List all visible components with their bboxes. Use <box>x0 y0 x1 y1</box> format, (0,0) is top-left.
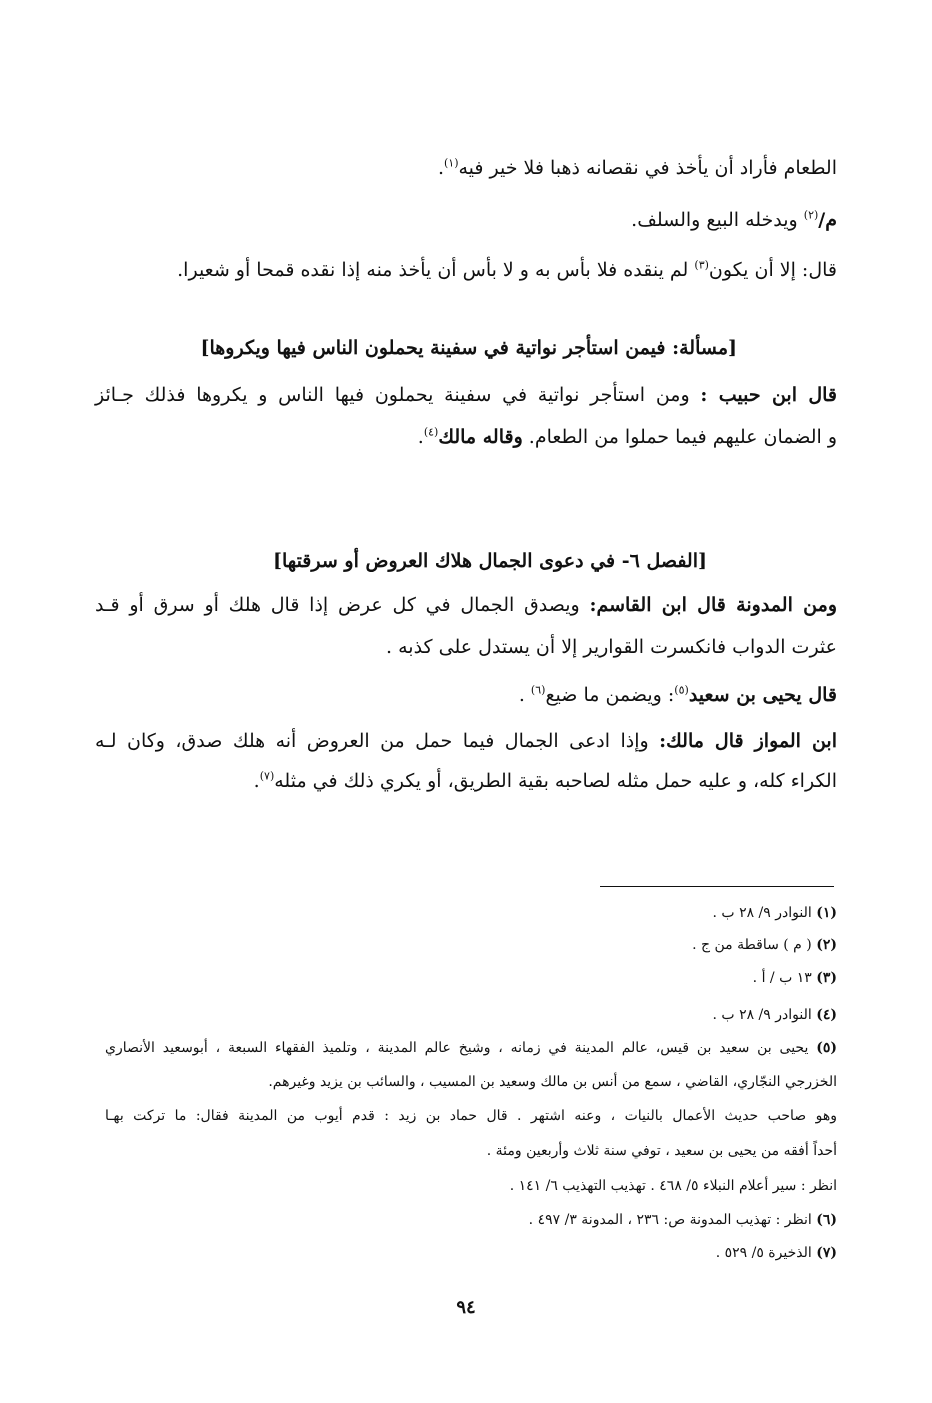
section-heading: [الفصل ٦- في دعوى الجمال هلاك العروض أو سرقتها] <box>273 550 707 572</box>
section1-line-1 <box>95 380 837 410</box>
body-text: قال: إلا أن يكون <box>708 259 837 281</box>
footnote-number: (٤) <box>816 1007 837 1023</box>
body-line-1 <box>95 153 837 183</box>
body-text: : ويضمن ما ضيع <box>545 684 675 706</box>
body-text: عثرت الدواب فانكسرت القوارير إلا أن يستدل على كذبه . <box>386 636 837 658</box>
footnote-text: الذخيرة ٥/ ٥٢٩ . <box>715 1245 812 1261</box>
body-text: الكراء كله، و عليه حمل مثله لصاحبه بقية الطريق، أو يكري ذلك في مثله <box>274 770 837 792</box>
speaker-name: ابن المواز قال مالك: <box>659 730 837 752</box>
footnote-text: النوادر ٩/ ٢٨ ب . <box>712 1007 812 1023</box>
body-text: ومن استأجر نواتية في سفينة يحملون فيها الناس و يكروها فذلك جـائز <box>95 384 690 406</box>
footnote-2 <box>105 933 837 957</box>
footnote-text: الخزرجي النجّاري، القاضي ، سمع من أنس بن مالك وسعيد بن المسيب ، والسائب بن يزيد وغيرهم. <box>268 1074 837 1090</box>
footnote-number: (٣) <box>816 970 837 986</box>
page-number: ٩٤ <box>456 1297 476 1318</box>
footnote-1 <box>105 901 837 925</box>
footnote-5 <box>105 1036 837 1060</box>
body-text: وإذا ادعى الجمال فيما حمل من العروض أنه هلك صدق، وكان لـه <box>95 730 649 752</box>
manuscript-siglum: م/ <box>818 209 837 231</box>
footnote-text: انظر : سير أعلام النبلاء ٥/ ٤٦٨ . تهذيب التهذيب ٦/ ١٤١ . <box>509 1178 837 1194</box>
footnote-5-line-4 <box>105 1139 837 1163</box>
footnote-7 <box>105 1241 837 1265</box>
section2-line-1 <box>95 590 837 620</box>
footnote-text: ١٣ ب / أ . <box>752 970 812 986</box>
footnote-5-line-2 <box>105 1070 837 1094</box>
body-text: ويدخله البيع والسلف. <box>631 209 798 231</box>
footnote-number: (١) <box>816 905 837 921</box>
speaker-name: ومن المدونة قال ابن القاسم: <box>589 594 837 616</box>
body-text: الطعام فأراد أن يأخذ في نقصانه ذهبا فلا خير فيه <box>458 157 837 179</box>
speaker-name: وقاله مالك <box>438 426 523 448</box>
footnote-text: وهو صاحب حديث الأعمال بالنيات ، وعنه اشتهر . قال حماد بن زيد : قدم أيوب من المدينة فقال: ما تركت بهـا <box>105 1108 837 1124</box>
footnote-text: يحيى بن سعيد بن قيس، عالم المدينة في زمانه ، وشيخ عالم المدينة ، وتلميذ الفقهاء السبعة ، أبوسعيد الأنصاري <box>105 1040 809 1056</box>
body-punct: . <box>253 770 260 792</box>
body-text: لم ينقده فلا بأس به و لا بأس أن يأخذ منه إذا نقده قمحا أو شعيرا. <box>177 259 689 281</box>
section2-line-4 <box>95 726 837 756</box>
footnote-marker: (٥) <box>674 683 689 697</box>
footnote-marker: (٤) <box>423 425 439 439</box>
body-line-3 <box>95 255 837 285</box>
footnote-marker: (١) <box>443 156 459 170</box>
section2-line-5 <box>95 766 837 796</box>
section1-line-2 <box>95 422 837 452</box>
body-text: و الضمان عليهم فيما حملوا من الطعام. <box>528 426 837 448</box>
footnote-number: (٢) <box>816 937 837 953</box>
footnote-marker: (٢) <box>803 208 819 222</box>
footnote-text: انظر : تهذيب المدونة ص: ٢٣٦ ، المدونة ٣/ ٤٩٧ . <box>528 1212 812 1228</box>
section2-line-3 <box>95 680 837 710</box>
footnote-text: أحداً أفقه من يحيى بن سعيد ، توفي سنة ثلاث وأربعين ومئة . <box>486 1143 837 1159</box>
footnote-number: (٧) <box>816 1245 837 1261</box>
footnote-text: النوادر ٩/ ٢٨ ب . <box>712 905 812 921</box>
body-punct: . <box>437 157 444 179</box>
footnote-marker: (٦) <box>530 683 546 697</box>
footnote-separator <box>600 886 834 887</box>
body-punct: . <box>417 426 424 448</box>
footnote-4 <box>105 1003 837 1027</box>
body-text: ويصدق الجمال في كل عرض إذا قال هلك أو سرق أو قـد <box>95 594 580 616</box>
section-heading: [مسألة: فيمن استأجر نواتية في سفينة يحملون الناس فيها ويكروها] <box>200 337 737 359</box>
footnote-6 <box>105 1208 837 1232</box>
footnote-number: (٦) <box>816 1212 837 1228</box>
speaker-name: قال ابن حبيب : <box>700 384 837 406</box>
footnote-number: (٥) <box>816 1040 837 1056</box>
footnote-marker: (٣) <box>694 258 709 272</box>
body-punct: . <box>518 684 525 706</box>
section2-line-2 <box>95 632 837 662</box>
footnote-text: ( م ) ساقطة من ج . <box>692 937 812 953</box>
footnote-3 <box>105 966 837 990</box>
body-line-2 <box>95 205 837 235</box>
footnote-5-line-5 <box>105 1174 837 1198</box>
footnote-5-line-3 <box>105 1104 837 1128</box>
footnote-marker: (٧) <box>259 769 275 783</box>
speaker-name: قال يحيى بن سعيد <box>688 684 837 706</box>
